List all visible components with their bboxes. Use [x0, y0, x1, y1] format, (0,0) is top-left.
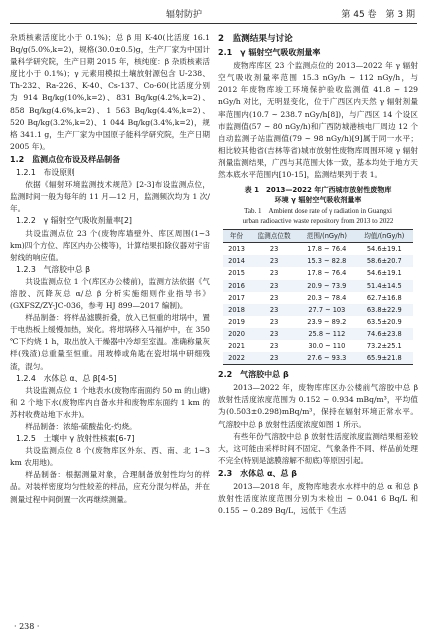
subsection-heading-1-2-3: 1.2.3 气溶胶中总 β: [16, 264, 91, 274]
table-cell: 17.8 ~ 76.4: [307, 245, 347, 254]
table-cell: 54.6±19.1: [366, 245, 402, 254]
right-column: [218, 32, 418, 517]
table-row: [223, 292, 413, 304]
section-heading-2-1: 2.1 γ 辐射空气吸收剂量率: [218, 48, 321, 58]
paragraph-2-3: 2013—2018 年，废物库地表水水样中的总 α 和总 β 放射性活度浓度范围分别为未检出 ~ 0.041 6 Bq/L 和 0.155 ~ 0.289 Bq/L，远低于《生活: [218, 482, 418, 516]
paragraph-2-1: 废物库库区 23 个监测点位的 2013—2022 年 γ 辐射空气吸收剂量率范围 15.3 nGy/h ~ 112 nGy/h，与 2012 年废物库竣工环境保护验收监测值 41.8 ~ 129 nGy/h 对比，无明显变化，位于广西区内天然 γ 辐射剂量率范围内(10.7 ~ 238.7 nGy/h[8])，与广西区 14 个设区市监测值(57 ~ 80 nGy/h)和广西防城港核电厂周边 12 个自动监测子站监测值(79 ~ 98 nGy/h)[9]属于同一水平；相比较其他省(吉林等省)城市放射性废物库周围环境 γ 辐射剂量监测结果，广西与其范围大体一致，基本均处于地方天然本底水平范围内[10-15]，监测结果列于表 1。: [218, 61, 418, 180]
table-cell: 54.6±19.1: [366, 269, 402, 278]
table-header-row: [223, 230, 413, 243]
table-row: [223, 304, 413, 316]
table-cell: 2018: [223, 304, 250, 316]
table-cell: 23.9 ~ 89.2: [307, 317, 347, 326]
section-heading-1-2: 1.2 监测点位布设及样品制备: [10, 154, 121, 164]
table-cell: 63.5±20.9: [366, 317, 402, 326]
table-row: [223, 280, 413, 292]
table-cell: 62.7±16.8: [366, 293, 402, 302]
paragraph-1-2-4-prep: 样品制备：浓缩-硫酸盐化-灼烧。: [25, 422, 137, 431]
paragraph-materials: 杂质核素活度比小于 0.1%)；总 β 用 K-40(比活度 16.1 Bq/g(5.0%,k=2)，规格(30.0±0.5)g，生产厂家为中国计量科学研究院，生产日期 2015 年，核纯度：β 杂质核素活度比小于 0.1%)；γ 元素用模拟土壤放射源包含 U-238、Th-232、Ra-226、K-40、Cs-137、Co-60(比活度分别为 914 Bq/kg(10%,k=2)、831 Bq/kg(4.2%,k=2)、858 Bq/kg(4.6%,k=2)、1 563 Bq/kg(4.4%,k=2)、520 Bq/kg(3.2%,k=2)、1 044 Bq/kg(3.4%,k=2)，规格 341.1 g，生产厂家为中国原子能科学研究院，生产日期 2005 年)。: [10, 33, 210, 151]
subsection-heading-1-2-5: 1.2.5 土壤中 γ 放射性核素[6-7]: [16, 434, 135, 444]
dose-rate-table: [223, 229, 413, 365]
paragraph-1-2-5-points: 共设监测点位 8 个(废物库区外东、西、南、北 1~3 km 农用地)。: [10, 446, 210, 468]
table-cell: 23: [250, 255, 298, 267]
subsection-heading-1-2-2: 1.2.2 γ 辐射空气吸收剂量率[2]: [16, 216, 132, 226]
paragraph-1-2-3-prep: 样品制备：将样品滤膜折叠，放入已恒重的坩埚中，置于电热板上缓慢加热，炭化。将坩埚移入马福炉中，在 350 ℃下灼烧 1 h，取出放入干燥器中冷却至室温。准确称量灰样(残渣)总重量至恒重。用玻棒或角匙在瓷坩埚中研细残渣，混匀。: [10, 313, 210, 371]
table-cell: 51.4±14.5: [356, 280, 413, 292]
table-cell: 65.9±21.8: [356, 352, 413, 365]
journal-name: 辐射防护: [166, 10, 203, 20]
paragraph-2-2-discussion: 有些年份气溶胶中总 β 放射性活度浓度监测结果相差较大，这可能由采样时间不固定、气象条件不同、样品前处理不完全(特别是滤膜溶解不彻底)等原因引起。: [218, 431, 418, 465]
table-cell: 20.9 ~ 73.9: [298, 280, 355, 292]
table-cell: 27.7 ~ 103: [298, 304, 355, 316]
paragraph-1-2-3-method: 共设监测点位 1 个(库区办公楼前)，监测方法依据《气溶胶、沉降灰总 α/总 β 分析实施细则作业指导书》(GXFSZ/ZY-JC-036，参考 HJ 899—2017 编制)。: [10, 276, 210, 311]
table-header-cell: 范围/(nGy/h): [298, 230, 355, 243]
table-cell: 23: [269, 293, 279, 302]
running-header: [0, 0, 427, 26]
table-row: [223, 340, 413, 352]
paragraph-1-2-5-prep: 样品制备：根据测量对象，合理制备放射性均匀的样品。对装样密度均匀性较差的样品，应充分混匀样品，并在测量过程中间倒置一次再继续测量。: [10, 470, 210, 504]
table-cell: 20.3 ~ 78.4: [307, 293, 347, 302]
table-cell: 2022: [223, 352, 250, 365]
table-header-cell: 监测点位数: [250, 230, 298, 243]
table-cell: 2020: [223, 328, 250, 340]
table-cell: 23: [250, 352, 298, 365]
table-row: [223, 352, 413, 365]
table-row: [223, 316, 413, 328]
table-cell: 2021: [228, 341, 245, 350]
subsection-heading-1-2-4: 1.2.4 水体总 α、总 β[4-5]: [16, 373, 117, 383]
table-cell: 2014: [223, 255, 250, 267]
table-cell: 63.8±22.9: [356, 304, 413, 316]
table-row: [223, 267, 413, 279]
table-cell: 2016: [223, 280, 250, 292]
volume-issue: 第 45 卷 第 3 期: [341, 10, 415, 20]
table-cell: 23: [269, 245, 279, 254]
section-heading-2-3: 2.3 水体总 α、总 β: [218, 468, 297, 478]
paragraph-2-2-results: 2013—2022 年，废物库库区办公楼前气溶胶中总 β 放射性活度浓度范围为 0.152 ~ 0.934 mBq/m³，平均值为(0.503±0.298)mBq/m³，保持在辐射环境正常水平。气溶胶中总 β 放射性活度浓度如图 1 所示。: [218, 383, 418, 429]
page-number: · 238 ·: [14, 622, 40, 631]
table-cell: 23: [250, 328, 298, 340]
section-heading-2: 2 监测结果与讨论: [218, 34, 293, 44]
table-cell: 2019: [228, 317, 245, 326]
table-row: [223, 328, 413, 340]
table-cell: 73.2±25.1: [366, 341, 402, 350]
header-rule: [10, 23, 417, 24]
table-cell: 30.0 ~ 110: [308, 341, 346, 350]
table-cell: 58.6±20.7: [356, 255, 413, 267]
left-column: [10, 32, 210, 506]
table-cell: 2013: [228, 245, 245, 254]
paragraph-1-2-4-points: 共设监测点位 1 个地表水(废物库南面约 50 m 的山塘)和 2 个地下水(废物库内自备水井和废物库东面约 1 km 的苏村收费站地下水井)。: [10, 385, 210, 419]
table-cell: 23: [250, 280, 298, 292]
table-caption-cn-line2: 环境 γ 辐射空气吸收剂量率: [274, 196, 362, 205]
table-row: [223, 243, 413, 256]
table-row: [223, 255, 413, 267]
table-caption-en-line1: Tab. 1 Ambient dose rate of γ radiation in Guangxi: [244, 207, 392, 216]
paragraph-1-2-2: 共设监测点位 23 个(废物库墙壁外、库区周围(1~3 km)四个方位、库区内办公楼等)，计算结果扣除仪器对宇宙射线的响应值。: [10, 228, 210, 262]
table-caption-cn-line1: 表 1 2013—2022 年广西城市放射性废物库: [244, 186, 392, 195]
section-heading-2-2: 2.2 气溶胶中总 β: [218, 370, 289, 380]
table-header-cell: 均值/(nGy/h): [356, 230, 413, 243]
table-cell: 23: [250, 304, 298, 316]
table-cell: 23: [269, 317, 279, 326]
table-cell: 23: [269, 269, 279, 278]
paragraph-1-2-1: 依据《辐射环境监测技术规范》[2-3]布设监测点位，监测时间一般为每年的 11 月—12 月，监测频次均为 1 次/年。: [10, 180, 210, 214]
table-caption-en-line2: urban radioactive waste repository from 2013 to 2022: [242, 217, 394, 226]
table-cell: 2017: [228, 293, 245, 302]
subsection-heading-1-2-1: 1.2.1 布设原则: [16, 168, 75, 178]
table-cell: 25.8 ~ 112: [298, 328, 355, 340]
table-cell: 17.8 ~ 76.4: [307, 269, 347, 278]
table-header-cell: 年份: [223, 230, 250, 243]
table-cell: 15.3 ~ 82.8: [298, 255, 355, 267]
table-cell: 27.6 ~ 93.3: [298, 352, 355, 365]
table-cell: 74.6±23.8: [356, 328, 413, 340]
table-cell: 2015: [228, 269, 245, 278]
table-cell: 23: [269, 341, 279, 350]
